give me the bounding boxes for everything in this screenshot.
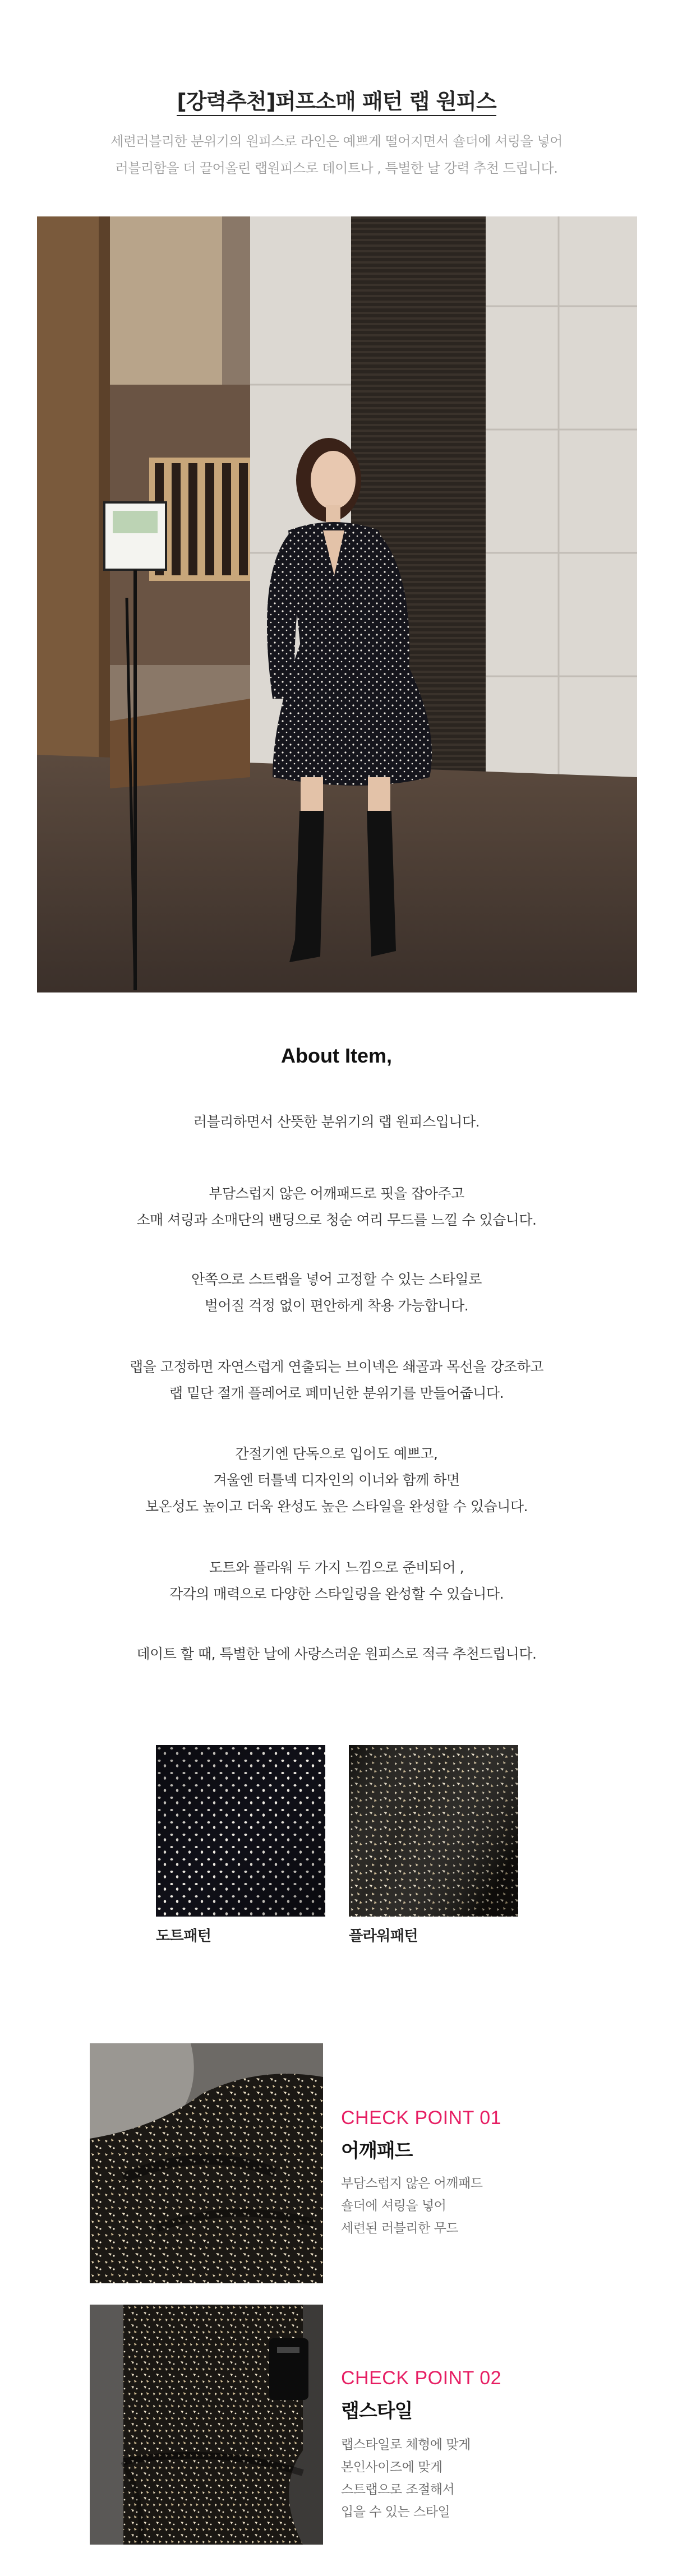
about-line: 소매 셔링과 소매단의 밴딩으로 청순 여리 무드를 느낄 수 있습니다. xyxy=(136,1212,537,1228)
about-line: 러블리하면서 산뜻한 분위기의 랩 원피스입니다. xyxy=(193,1114,480,1130)
about-line: 데이트 할 때, 특별한 날에 사랑스러운 원피스로 적극 추천드립니다. xyxy=(136,1646,537,1662)
about-paragraph-6 xyxy=(0,1554,673,1607)
check-point-1-head: CHECK POINT 01 xyxy=(341,2107,502,2129)
about-line: 보온성도 높이고 더욱 완성도 높은 스타일을 완성할 수 있습니다. xyxy=(145,1498,528,1515)
check-point-desc-line: 입을 수 있는 스타일 xyxy=(341,2505,450,2519)
about-line: 랩을 고정하면 자연스럽게 연출되는 브이넥은 쇄골과 목선을 강조하고 xyxy=(130,1359,543,1375)
about-line: 부담스럽지 않은 어깨패드로 핏을 잡아주고 xyxy=(209,1185,464,1202)
check-point-desc-line: 숄더에 셔링을 넣어 xyxy=(341,2199,446,2213)
about-line: 벌어질 걱정 없이 편안하게 착용 가능합니다. xyxy=(204,1298,469,1314)
subtitle-line-1: 세련러블리한 분위기의 원피스로 라인은 예쁘게 떨어지면서 숄더에 셔링을 넣어 xyxy=(110,133,563,149)
about-paragraph-7 xyxy=(0,1641,673,1667)
flower-pattern-label: 플라워패턴 xyxy=(349,1928,418,1945)
dot-pattern-image xyxy=(156,1745,325,1917)
check-point-2-name: 랩스타일 xyxy=(341,2400,413,2422)
about-paragraph-5 xyxy=(0,1441,673,1520)
shoulder-detail-image xyxy=(90,2043,323,2283)
product-title xyxy=(0,84,673,115)
flower-pattern-swatch xyxy=(349,1745,518,1917)
check-point-1-name: 어깨패드 xyxy=(341,2140,413,2162)
check-point-desc-line: 스트랩으로 조절해서 xyxy=(341,2482,455,2497)
about-paragraph-3 xyxy=(0,1266,673,1319)
dot-pattern-label: 도트패턴 xyxy=(156,1928,211,1945)
flower-pattern-image xyxy=(349,1745,518,1917)
product-title-text: [강력추천]퍼프소매 패턴 랩 원피스 xyxy=(177,89,496,116)
about-paragraph-1 xyxy=(0,1109,673,1135)
check-point-2-head: CHECK POINT 02 xyxy=(341,2367,502,2389)
check-point-desc-line: 세련된 러블리한 무드 xyxy=(341,2221,459,2236)
check-point-1-desc xyxy=(341,2172,483,2240)
about-line: 랩 밑단 절개 플레어로 페미닌한 분위기를 만들어줍니다. xyxy=(169,1385,504,1401)
about-line: 겨울엔 터틀넥 디자인의 이너와 함께 하면 xyxy=(213,1472,460,1488)
model-photo-illustration xyxy=(37,216,637,992)
about-line: 도트와 플라워 두 가지 느낌으로 준비되어 , xyxy=(209,1559,464,1576)
dot-pattern-swatch xyxy=(156,1745,325,1917)
subtitle-line-2: 러블리함을 더 끌어올린 랩원피스로 데이트나 , 특별한 날 강력 추천 드립니다. xyxy=(115,160,558,176)
check-point-desc-line: 부담스럽지 않은 어깨패드 xyxy=(341,2176,483,2191)
check-point-2-desc xyxy=(341,2434,471,2523)
about-paragraph-4 xyxy=(0,1354,673,1406)
shoulder-detail-photo xyxy=(90,2043,323,2283)
about-title: About Item, xyxy=(281,1044,392,1067)
check-point-desc-line: 본인사이즈에 맞게 xyxy=(341,2460,442,2475)
about-line: 간절기엔 단독으로 입어도 예쁘고, xyxy=(235,1446,438,1462)
wrap-detail-image xyxy=(90,2305,323,2545)
product-subtitle xyxy=(0,128,673,182)
about-line: 안쪽으로 스트랩을 넣어 고정할 수 있는 스타일로 xyxy=(191,1271,482,1287)
about-line: 각각의 매력으로 다양한 스타일링을 완성할 수 있습니다. xyxy=(169,1586,504,1602)
about-paragraph-2 xyxy=(0,1180,673,1233)
wrap-detail-photo xyxy=(90,2305,323,2545)
model-photo xyxy=(37,216,637,992)
check-point-desc-line: 랩스타일로 체형에 맞게 xyxy=(341,2437,471,2452)
